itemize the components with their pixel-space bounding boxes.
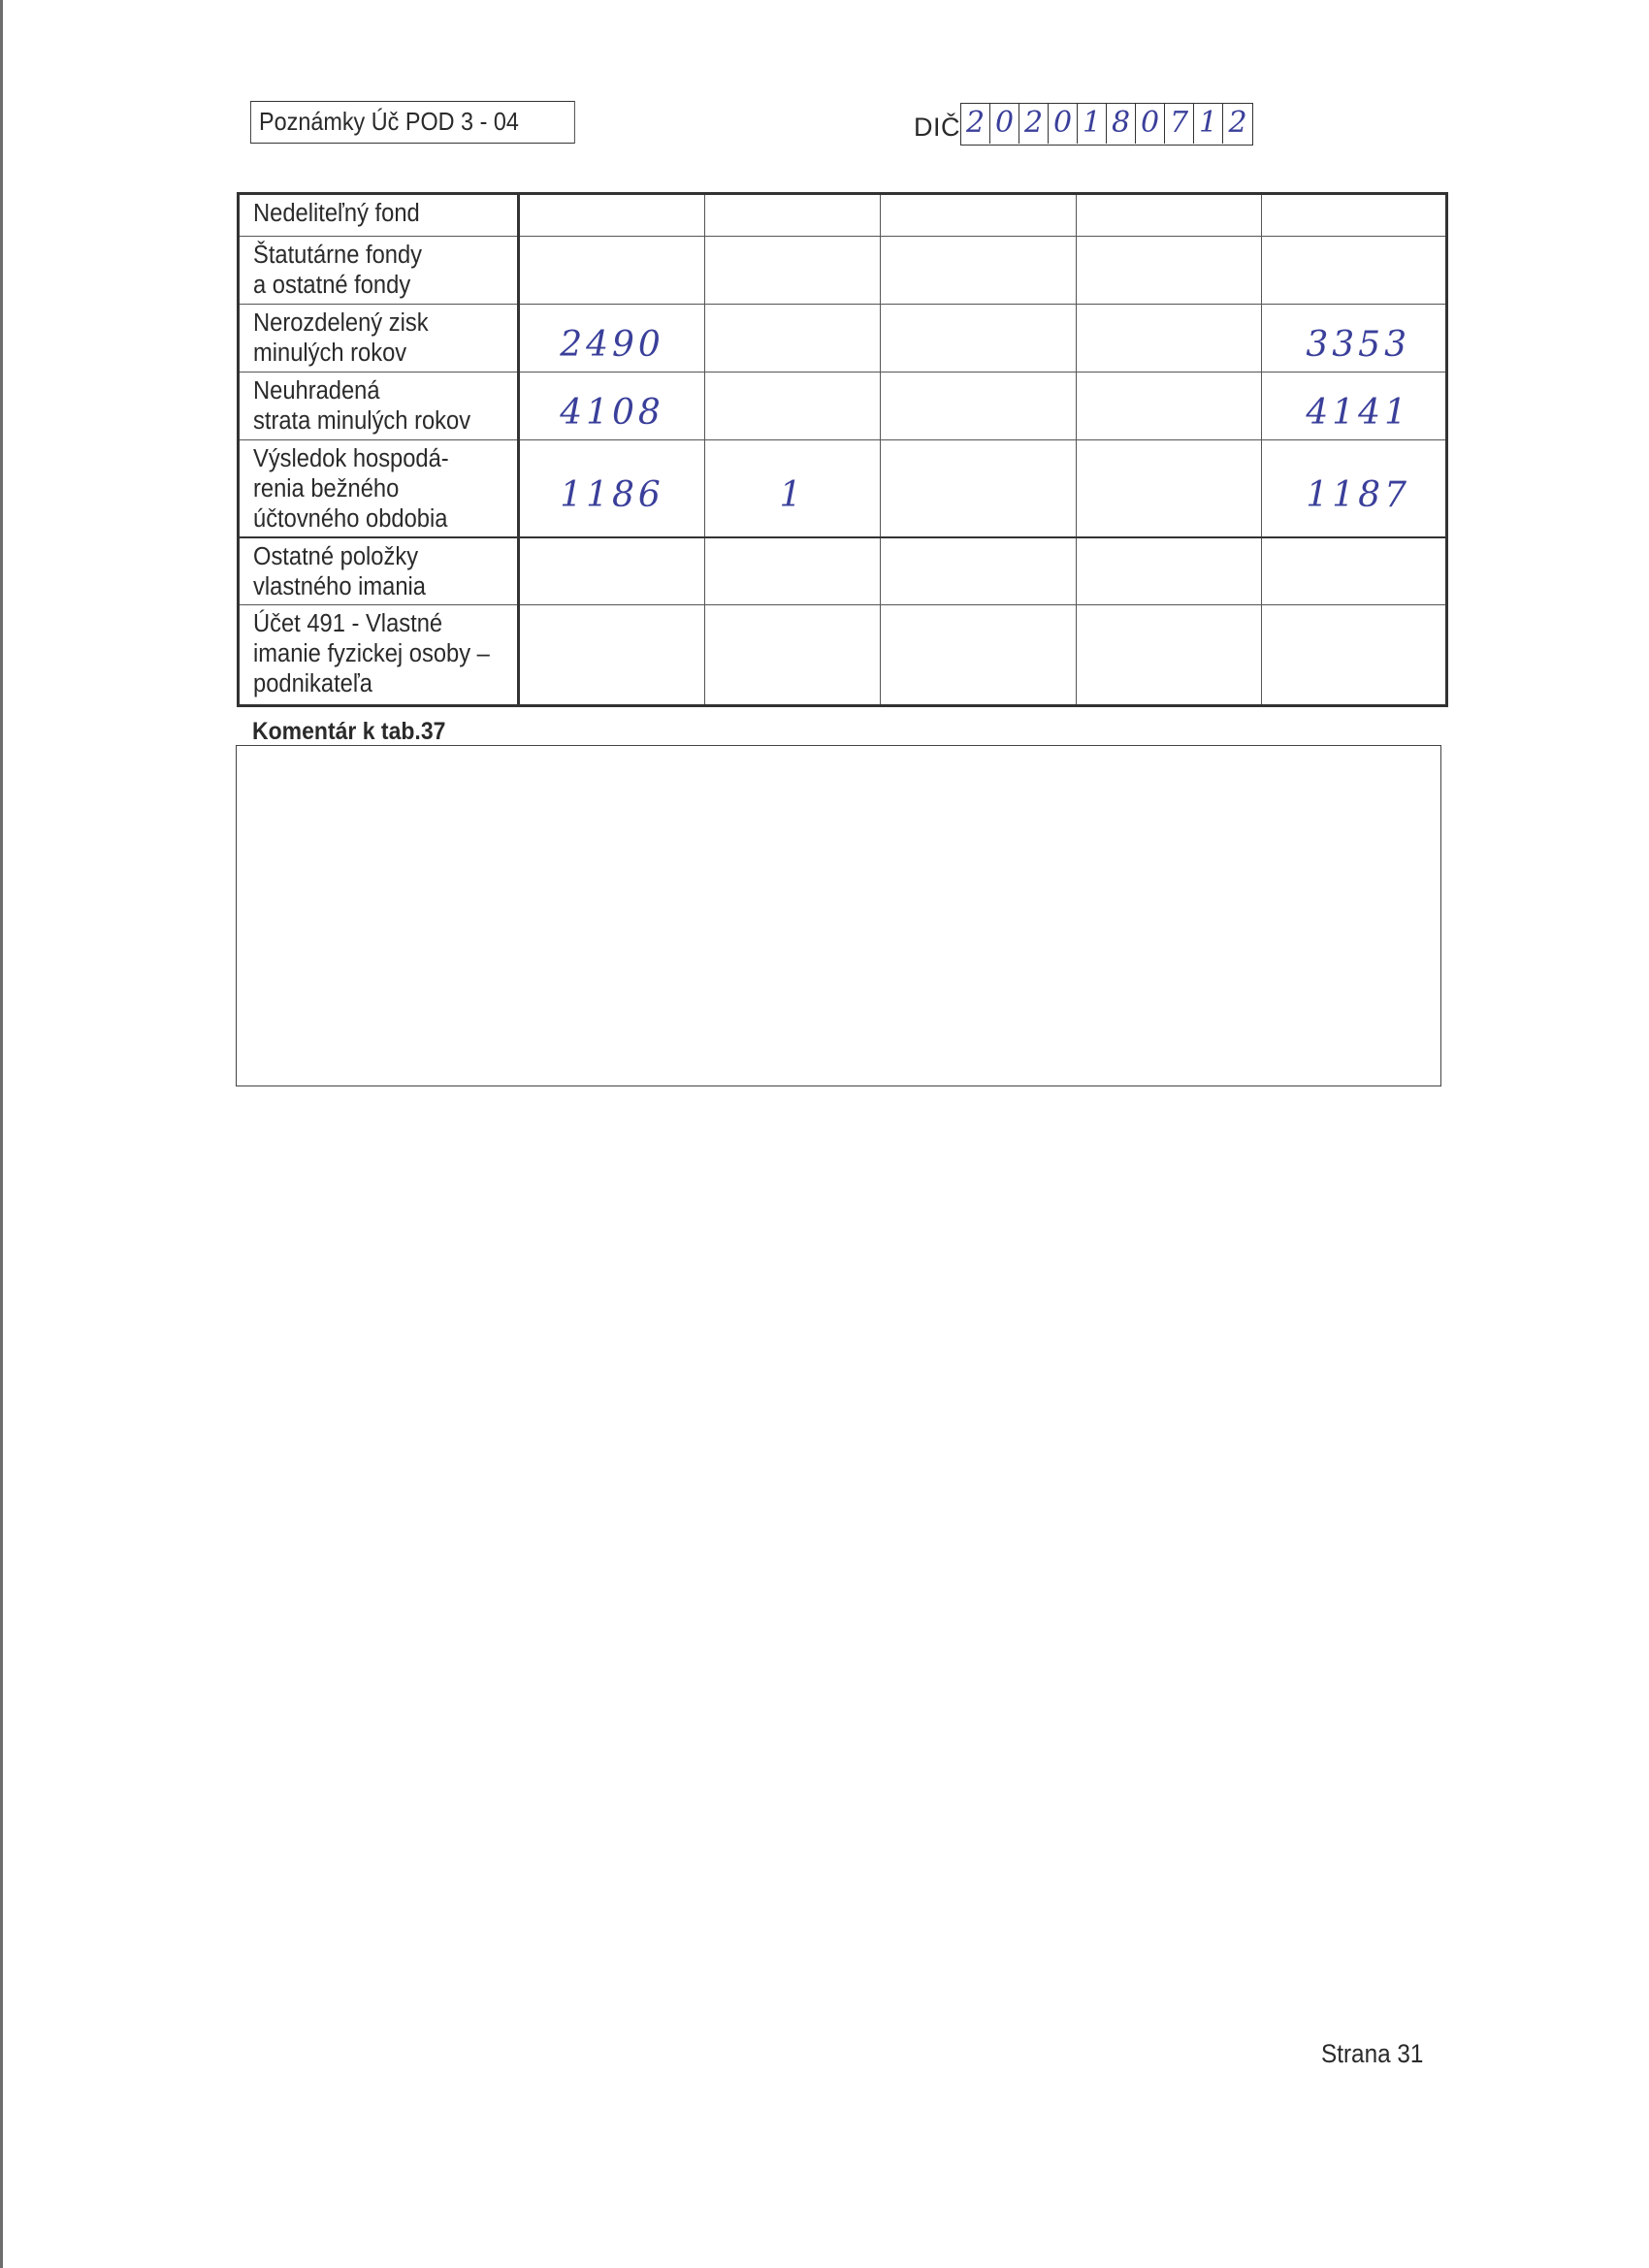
table-cell[interactable]	[881, 537, 1077, 605]
table-cell[interactable]	[881, 440, 1077, 537]
row-label: Nerozdelený zisk minulých rokov	[239, 305, 519, 373]
table-cell[interactable]	[1077, 237, 1262, 305]
table-cell[interactable]: 2490	[519, 305, 705, 373]
table-cell[interactable]	[705, 194, 881, 237]
page-scan-edge	[0, 0, 3, 2268]
table-cell[interactable]	[881, 194, 1077, 237]
row-label: Výsledok hospodá- renia bežného účtovného obdobia	[239, 440, 519, 537]
dic-digit[interactable]: 2	[961, 104, 990, 144]
table-row	[239, 373, 1447, 440]
table-cell[interactable]	[519, 537, 705, 605]
table-cell[interactable]	[1262, 537, 1447, 605]
row-label: Účet 491 - Vlastné imanie fyzickej osoby – podnikateľa	[239, 605, 519, 706]
table-cell[interactable]	[1077, 537, 1262, 605]
table-row	[239, 537, 1447, 605]
dic-digit[interactable]: 7	[1165, 104, 1194, 144]
table-cell[interactable]: 4108	[519, 373, 705, 440]
table-cell[interactable]: 1187	[1262, 440, 1447, 537]
dic-digit[interactable]: 0	[1049, 104, 1078, 144]
table-cell[interactable]	[1077, 194, 1262, 237]
table-cell[interactable]: 1186	[519, 440, 705, 537]
table-cell[interactable]	[705, 605, 881, 706]
dic-digit[interactable]: 0	[990, 104, 1019, 144]
dic-digit-boxes	[960, 103, 1253, 146]
table-row	[239, 194, 1447, 237]
table-row	[239, 605, 1447, 706]
row-label: Neuhradená strata minulých rokov	[239, 373, 519, 440]
table-cell[interactable]	[1077, 305, 1262, 373]
equity-table	[237, 192, 1448, 707]
row-label: Štatutárne fondy a ostatné fondy	[239, 237, 519, 305]
table-cell[interactable]	[1262, 237, 1447, 305]
table-cell[interactable]	[1077, 440, 1262, 537]
dic-digit[interactable]: 2	[1019, 104, 1049, 144]
table-cell[interactable]	[519, 605, 705, 706]
row-label: Ostatné položky vlastného imania	[239, 537, 519, 605]
dic-digit[interactable]: 8	[1107, 104, 1136, 144]
dic-digit[interactable]: 1	[1078, 104, 1107, 144]
table-cell[interactable]	[881, 373, 1077, 440]
table-cell[interactable]	[705, 373, 881, 440]
table-cell[interactable]	[1077, 373, 1262, 440]
table-cell[interactable]	[705, 237, 881, 305]
comment-title: Komentár k tab.37	[252, 718, 446, 745]
form-label-box	[250, 101, 575, 144]
table-cell[interactable]	[519, 194, 705, 237]
table-cell[interactable]	[705, 305, 881, 373]
table-cell[interactable]	[881, 305, 1077, 373]
comment-box[interactable]	[236, 745, 1441, 1086]
form-label: Poznámky Úč POD 3 - 04	[259, 107, 519, 136]
dic-digit[interactable]: 0	[1136, 104, 1165, 144]
table-cell[interactable]	[1262, 605, 1447, 706]
table-cell[interactable]	[705, 537, 881, 605]
table-cell[interactable]	[1262, 194, 1447, 237]
table-row	[239, 237, 1447, 305]
table-cell[interactable]	[1077, 605, 1262, 706]
row-label: Nedeliteľný fond	[239, 194, 519, 237]
dic-label: DIČ	[914, 113, 960, 142]
dic-digit[interactable]: 1	[1194, 104, 1223, 144]
dic-digit[interactable]: 2	[1228, 106, 1247, 140]
table-cell[interactable]: 4141	[1262, 373, 1447, 440]
table-cell[interactable]	[881, 237, 1077, 305]
page-number: Strana 31	[1321, 2039, 1424, 2068]
table-row	[239, 440, 1447, 537]
table-cell[interactable]: 1	[705, 440, 881, 537]
table-cell[interactable]: 3353	[1262, 305, 1447, 373]
table-cell[interactable]	[519, 237, 705, 305]
table-row	[239, 305, 1447, 373]
table-cell[interactable]	[881, 605, 1077, 706]
